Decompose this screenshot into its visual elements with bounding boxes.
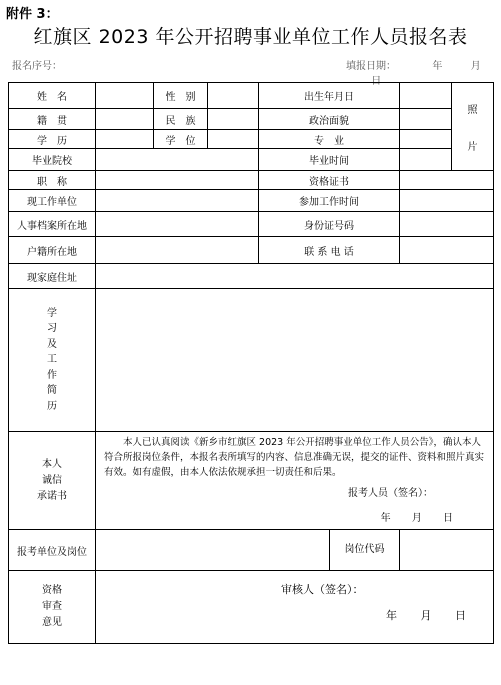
name-field[interactable]: [96, 83, 154, 109]
id-number-label: 身份证号码: [259, 212, 400, 237]
degree-label: 学 位: [154, 130, 208, 149]
hukou-label: 户籍所在地: [9, 237, 96, 264]
ethnicity-label: 民 族: [154, 109, 208, 130]
form-title: 红旗区 2023 年公开招聘事业单位工作人员报名表: [33, 26, 468, 48]
birth-field[interactable]: [400, 83, 452, 109]
major-field[interactable]: [400, 130, 452, 149]
apply-unit-label: 报考单位及岗位: [9, 530, 96, 571]
pledge-text: 本人已认真阅读《新乡市红旗区 2023 年公开招聘事业单位工作人员公告》，确认本人符合所报岗位条件，本报名表所填写的内容、信息准确无误，提交的证件、资料和照片真实有效。如有虚假，由本人依法依规承担一切责任和后果。: [104, 437, 485, 478]
political-status-field[interactable]: [400, 109, 452, 130]
native-place-field[interactable]: [96, 109, 154, 130]
birth-label: 出生年月日: [259, 83, 400, 109]
fill-date-month: 月: [470, 61, 481, 72]
professional-title-label: 职 称: [9, 171, 96, 190]
fill-date-day: 日: [371, 76, 382, 87]
pledge-signature-label[interactable]: 报考人员（签名）：: [348, 488, 433, 499]
fill-date-year: 年: [432, 61, 443, 72]
school-label: 毕业院校: [9, 149, 96, 171]
registration-form-table: [8, 82, 494, 644]
reviewer-signature-label[interactable]: 审核人（签名）：: [281, 583, 364, 596]
major-label: 专 业: [259, 130, 400, 149]
qualification-review-box: [96, 571, 494, 644]
study-work-history-label: 学 习 及 工 作 简 历: [9, 289, 96, 432]
graduation-time-label: 毕业时间: [259, 149, 400, 171]
hukou-field[interactable]: [96, 237, 259, 264]
certificate-label: 资格证书: [259, 171, 400, 190]
professional-title-field[interactable]: [96, 171, 259, 190]
gender-field[interactable]: [208, 83, 259, 109]
qualification-review-label: 资格 审查 意见: [9, 571, 96, 644]
apply-unit-field[interactable]: [96, 530, 330, 571]
position-code-field[interactable]: [400, 530, 494, 571]
education-field[interactable]: [96, 130, 154, 149]
certificate-field[interactable]: [400, 171, 494, 190]
id-number-field[interactable]: [400, 212, 494, 237]
archive-location-field[interactable]: [96, 212, 259, 237]
work-start-field[interactable]: [400, 190, 494, 212]
serial-number-label: 报名序号：: [12, 61, 62, 72]
position-code-label: 岗位代码: [330, 530, 400, 571]
work-start-label: 参加工作时间: [259, 190, 400, 212]
attachment-label: 附件 3：: [6, 7, 59, 22]
home-address-label: 现家庭住址: [9, 264, 96, 289]
name-label: 姓 名: [9, 83, 96, 109]
education-label: 学 历: [9, 130, 96, 149]
degree-field[interactable]: [208, 130, 259, 149]
graduation-time-field[interactable]: [400, 149, 452, 171]
archive-location-label: 人事档案所在地: [9, 212, 96, 237]
integrity-pledge-box: [96, 432, 494, 530]
photo-label-bottom: 片: [467, 141, 478, 153]
photo-label-top: 照: [467, 104, 478, 116]
phone-label: 联 系 电 话: [259, 237, 400, 264]
current-employer-label: 现工作单位: [9, 190, 96, 212]
gender-label: 性 别: [154, 83, 208, 109]
current-employer-field[interactable]: [96, 190, 259, 212]
review-date[interactable]: 年 月 日: [386, 609, 466, 622]
school-field[interactable]: [96, 149, 259, 171]
ethnicity-field[interactable]: [208, 109, 259, 130]
phone-field[interactable]: [400, 237, 494, 264]
fill-date-label: 填报日期：: [346, 61, 396, 72]
integrity-pledge-label: 本人 诚信 承诺书: [9, 432, 96, 530]
photo-box[interactable]: [452, 83, 494, 171]
native-place-label: 籍 贯: [9, 109, 96, 130]
political-status-label: 政治面貌: [259, 109, 400, 130]
home-address-field[interactable]: [96, 264, 494, 289]
study-work-history-field[interactable]: [96, 289, 494, 432]
pledge-date[interactable]: 年 月 日: [380, 513, 453, 524]
